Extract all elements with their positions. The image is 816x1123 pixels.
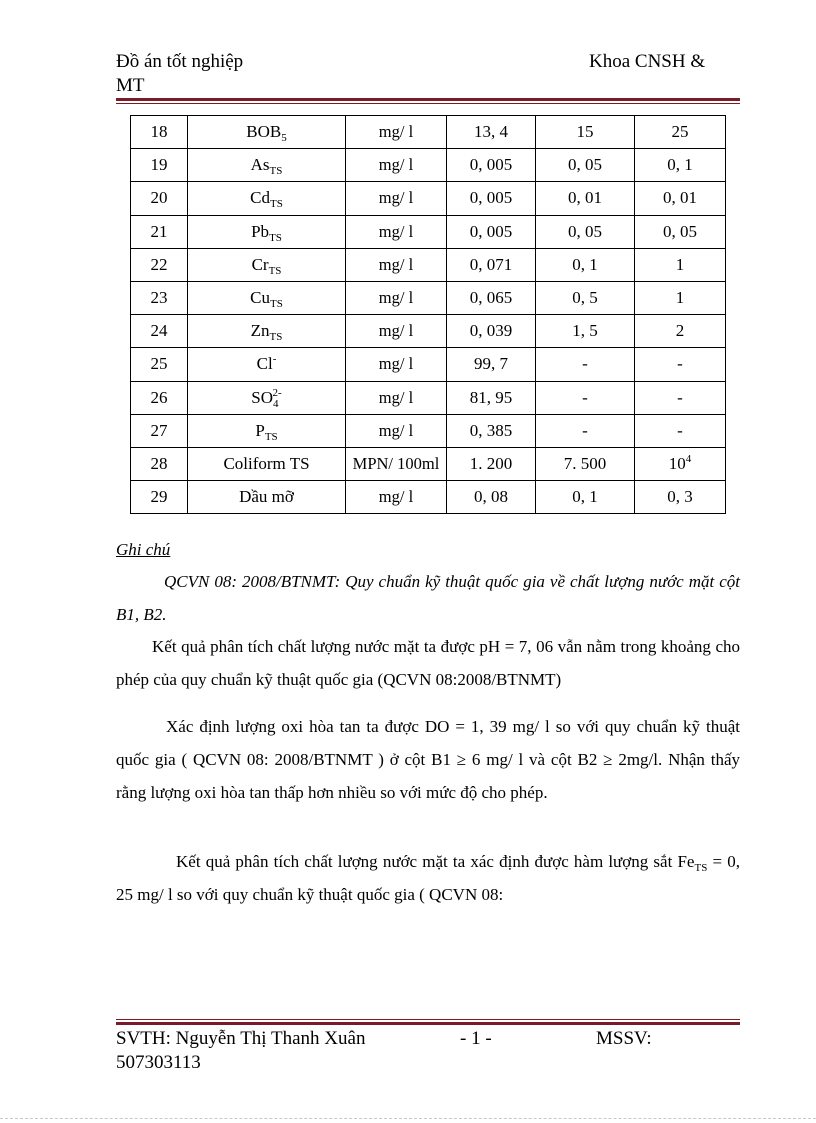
row-number: 22 (131, 248, 188, 281)
parameter-name: Coliform TS (223, 453, 310, 473)
limit-b1-cell: - (536, 414, 635, 447)
footer-student: SVTH: Nguyễn Thị Thanh Xuân (116, 1028, 366, 1049)
table-row (131, 481, 726, 514)
limit-b2-value: 0, 3 (667, 487, 693, 507)
limit-b1-cell: 0, 01 (536, 182, 635, 215)
footer-mssv-label: MSSV: (596, 1028, 652, 1049)
limit-b2-value: 25 (671, 122, 689, 142)
limit-b1-cell: 1, 5 (536, 315, 635, 348)
fe-text-pre: Kết quả phân tích chất lượng nước mặt ta xác định được hàm lượng sắt Fe (176, 852, 695, 871)
parameter-cell (188, 281, 346, 314)
parameter-superscript: 2- (272, 386, 282, 399)
limit-b2-cell (635, 182, 726, 215)
parameter-cell (188, 248, 346, 281)
result-cell: 0, 385 (447, 414, 536, 447)
parameter-name: As (250, 155, 270, 175)
row-number: 18 (131, 116, 188, 149)
parameter-subscript: 5 (281, 132, 287, 145)
limit-b2-cell (635, 381, 726, 414)
limit-b2-cell (635, 447, 726, 480)
limit-b2-value: 1 (675, 254, 685, 274)
unit-cell: mg/ l (346, 149, 447, 182)
limit-b2-cell (635, 281, 726, 314)
parameter-subscript: TS (268, 264, 282, 277)
paragraph-do: Xác định lượng oxi hòa tan ta được DO = 1, 39 mg/ l so với quy chuẩn kỹ thuật quốc gia ( QCVN 08: 2008/BTNMT ) ở cột B1 ≥ 6 mg/ l và cột B2 ≥ 2mg/l. Nhận thấy rằng lượng oxi hòa tan thấp hơn nhiều so với mức độ cho phép. (116, 717, 740, 802)
row-number: 23 (131, 281, 188, 314)
result-cell: 0, 005 (447, 215, 536, 248)
parameter-subscript: TS (270, 298, 283, 311)
limit-b2-value: - (677, 354, 683, 374)
parameter-subscript: TS (269, 165, 283, 178)
result-cell: 0, 005 (447, 149, 536, 182)
header-title-cont: MT (116, 75, 145, 96)
parameter-name: BOB (246, 122, 282, 142)
row-number: 20 (131, 182, 188, 215)
limit-b2-value: 0, 01 (663, 188, 697, 208)
table-row (131, 248, 726, 281)
table-row (131, 215, 726, 248)
parameter-cell (188, 116, 346, 149)
table-row (131, 315, 726, 348)
footer-student-id: 507303113 (116, 1052, 201, 1073)
result-cell: 81, 95 (447, 381, 536, 414)
unit-cell: mg/ l (346, 182, 447, 215)
parameter-cell (188, 447, 346, 480)
table-row (131, 348, 726, 381)
result-cell: 13, 4 (447, 116, 536, 149)
limit-b2-cell (635, 215, 726, 248)
unit-cell: MPN/ 100ml (346, 447, 447, 480)
parameter-cell (188, 315, 346, 348)
result-cell: 0, 071 (447, 248, 536, 281)
header-rule-thin (116, 103, 740, 104)
parameter-cell (188, 381, 346, 414)
parameter-cell (188, 348, 346, 381)
result-cell: 0, 039 (447, 315, 536, 348)
unit-cell: mg/ l (346, 248, 447, 281)
limit-b1-cell: - (536, 381, 635, 414)
table-row (131, 149, 726, 182)
limit-b1-cell: 0, 05 (536, 149, 635, 182)
row-number: 19 (131, 149, 188, 182)
result-cell: 0, 065 (447, 281, 536, 314)
parameter-cell (188, 215, 346, 248)
limit-b2-cell (635, 315, 726, 348)
limit-b2-value: 0, 1 (667, 155, 693, 175)
footer-rule-thick (116, 1022, 740, 1025)
analysis-table (130, 115, 726, 514)
parameter-name: Cd (250, 188, 270, 208)
limit-b2-cell (635, 149, 726, 182)
parameter-name: Cr (251, 254, 269, 274)
unit-cell: mg/ l (346, 116, 447, 149)
limit-b1-cell: - (536, 348, 635, 381)
limit-b1-cell: 0, 05 (536, 215, 635, 248)
parameter-name: Pb (251, 221, 270, 241)
parameter-subscript: TS (269, 231, 282, 244)
limit-b2-value: 10 (668, 453, 686, 473)
limit-b2-cell (635, 348, 726, 381)
parameter-cell (188, 182, 346, 215)
unit-cell: mg/ l (346, 315, 447, 348)
unit-cell: mg/ l (346, 381, 447, 414)
limit-b1-cell: 0, 5 (536, 281, 635, 314)
unit-cell: mg/ l (346, 215, 447, 248)
row-number: 27 (131, 414, 188, 447)
header-title: Đồ án tốt nghiệp (116, 51, 244, 72)
limit-b2-value: - (677, 387, 683, 407)
result-cell: 0, 005 (447, 182, 536, 215)
limit-b2-value: - (677, 420, 683, 440)
row-number: 24 (131, 315, 188, 348)
header-faculty: Khoa CNSH & (589, 51, 706, 72)
result-cell: 0, 08 (447, 481, 536, 514)
table-row (131, 381, 726, 414)
parameter-name: Dầu mỡ (239, 487, 294, 507)
row-number: 28 (131, 447, 188, 480)
page-bottom-dashline (0, 1118, 816, 1119)
parameter-name: P (255, 420, 265, 440)
parameter-subscript: TS (270, 198, 283, 211)
limit-b1-cell: 15 (536, 116, 635, 149)
row-number: 26 (131, 381, 188, 414)
qcvn-note: QCVN 08: 2008/BTNMT: Quy chuẩn kỹ thuật quốc gia về chất lượng nước mặt cột B1, B2. (116, 572, 740, 624)
limit-b2-value: 1 (675, 288, 685, 308)
result-cell: 1. 200 (447, 447, 536, 480)
parameter-cell (188, 481, 346, 514)
table-row (131, 182, 726, 215)
limit-b1-cell: 7. 500 (536, 447, 635, 480)
note-title: Ghi chú (116, 540, 171, 559)
row-number: 29 (131, 481, 188, 514)
limit-b2-exponent: 4 (685, 452, 692, 465)
limit-b2-value: 2 (675, 321, 685, 341)
parameter-cell (188, 149, 346, 182)
parameter-name: Zn (250, 321, 270, 341)
unit-cell: mg/ l (346, 348, 447, 381)
row-number: 21 (131, 215, 188, 248)
footer-page-number: - 1 - (460, 1028, 492, 1049)
footer-rule-thin (116, 1019, 740, 1020)
result-cell: 99, 7 (447, 348, 536, 381)
unit-cell: mg/ l (346, 481, 447, 514)
limit-b1-cell: 0, 1 (536, 248, 635, 281)
limit-b2-cell (635, 116, 726, 149)
limit-b2-cell (635, 414, 726, 447)
unit-cell: mg/ l (346, 414, 447, 447)
table-row (131, 281, 726, 314)
table-row (131, 414, 726, 447)
parameter-name: Cl (256, 354, 273, 374)
parameter-superscript: - (272, 353, 277, 366)
table-row (131, 447, 726, 480)
parameter-subscript: TS (269, 331, 283, 344)
fe-text-post: = 0, 25 mg/ l so với quy chuẩn kỹ thuật quốc gia ( QCVN 08: (116, 852, 740, 904)
parameter-name: Cu (250, 288, 270, 308)
parameter-name: SO (251, 387, 274, 407)
paragraph-fe (116, 845, 740, 911)
fe-subscript: TS (694, 862, 708, 874)
limit-b2-value: 0, 05 (663, 221, 697, 241)
limit-b2-cell (635, 248, 726, 281)
header-rule-thick (116, 98, 740, 101)
unit-cell: mg/ l (346, 281, 447, 314)
row-number: 25 (131, 348, 188, 381)
parameter-subscript: 4 (273, 397, 279, 410)
parameter-subscript: TS (264, 430, 278, 443)
paragraph-ph: Kết quả phân tích chất lượng nước mặt ta được pH = 7, 06 vẫn nằm trong khoảng cho phép của quy chuẩn kỹ thuật quốc gia (QCVN 08:2008/BTNMT) (116, 637, 740, 689)
limit-b1-cell: 0, 1 (536, 481, 635, 514)
parameter-cell (188, 414, 346, 447)
table-row (131, 116, 726, 149)
limit-b2-cell (635, 481, 726, 514)
